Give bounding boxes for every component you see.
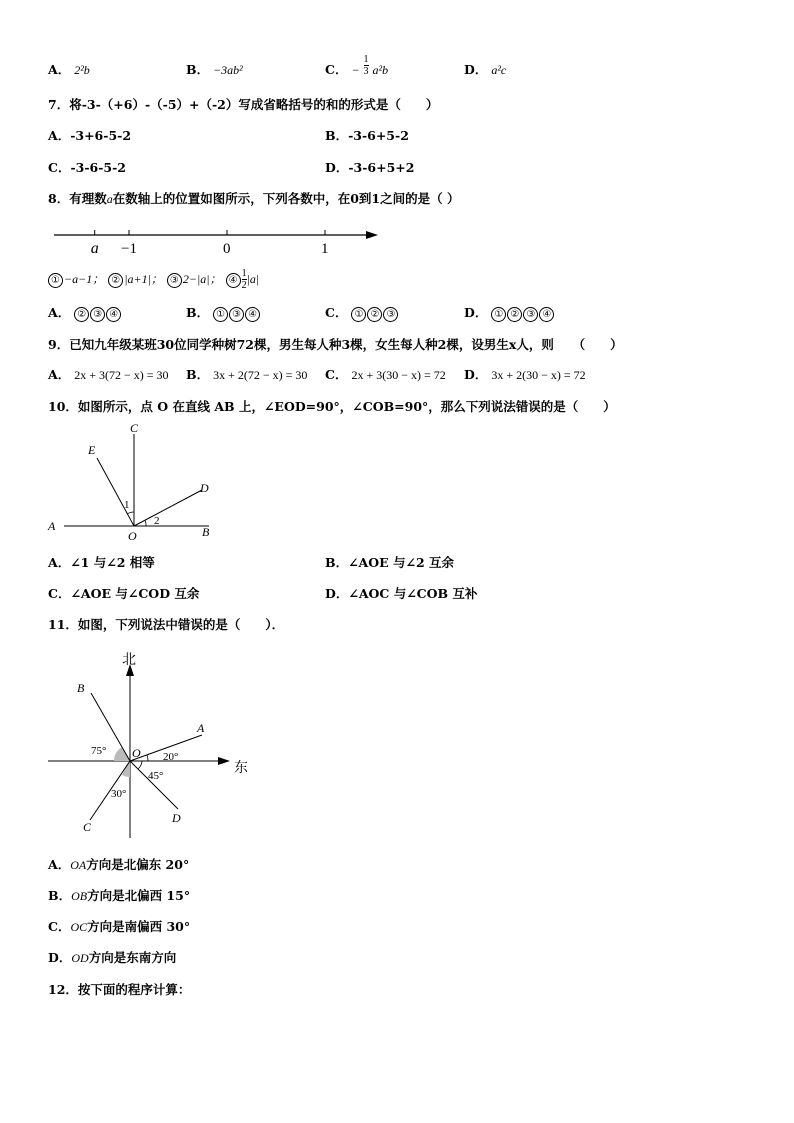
- q10-stem: 10．如图所示，点 O 在直线 AB 上，∠EOD=90°，∠COB=90°，那么下列说法错误的是（ ）: [48, 399, 616, 414]
- circled-number: ②: [367, 307, 382, 322]
- option-key: A．: [48, 857, 71, 872]
- number-line-label: 1: [321, 241, 329, 257]
- option-math: 2²b: [74, 63, 90, 77]
- label-angle-45: 45°: [148, 770, 164, 782]
- label-o: O: [132, 746, 141, 760]
- q8-stem: [48, 191, 459, 207]
- item-expression: −a−1；: [64, 272, 105, 286]
- circled-number: ①: [491, 307, 506, 322]
- ray-oe: [97, 458, 134, 526]
- circled-number: ④: [539, 307, 554, 322]
- label-d: D: [200, 481, 209, 495]
- q11-option-d[interactable]: [48, 950, 176, 966]
- option-key: B．: [186, 305, 210, 320]
- option-key: A．: [48, 305, 71, 320]
- label-e: E: [88, 443, 96, 457]
- q11-option-a[interactable]: [48, 857, 189, 873]
- circled-number-3: ③: [167, 273, 182, 288]
- q11-stem: 11．如图，下列说法中错误的是（ ）．: [48, 617, 285, 632]
- option-key: A．: [48, 62, 71, 77]
- item-expression: |a+1|；: [124, 272, 163, 286]
- option-key: C．: [325, 367, 348, 382]
- stem-text: 8．有理数: [48, 191, 107, 206]
- label-angle-1: 1: [124, 499, 130, 511]
- q10-option-d[interactable]: D．∠AOC 与∠COB 互补: [325, 586, 478, 601]
- option-text: 方向是北偏西 15°: [87, 888, 191, 903]
- number-line-label: 0: [223, 241, 231, 257]
- ray-name: OB: [71, 889, 88, 903]
- circled-number: ④: [106, 307, 121, 322]
- circled-number-4: ④: [226, 273, 241, 288]
- number-line-label: −1: [121, 241, 137, 257]
- option-equation: 3x + 2(30 − x) = 72: [491, 368, 586, 382]
- q9-stem: 9．已知九年级某班30位同学种树72棵，男生每人种3棵，女生每人种2棵，设男生x人，则 （ ）: [48, 337, 623, 352]
- label-o: O: [128, 529, 137, 543]
- compass-figure: [44, 650, 264, 840]
- circled-number: ③: [523, 307, 538, 322]
- circled-number-2: ②: [108, 273, 123, 288]
- ray-od: [130, 761, 178, 809]
- circled-number: ③: [90, 307, 105, 322]
- angle-20-arc: [147, 755, 148, 761]
- q9-option-c[interactable]: [325, 367, 446, 383]
- circled-number: ①: [213, 307, 228, 322]
- q8-option-d[interactable]: [464, 305, 555, 322]
- label-angle-2: 2: [154, 515, 160, 527]
- circled-number: ②: [74, 307, 89, 322]
- label-b: B: [77, 681, 85, 695]
- q9-option-a[interactable]: [48, 367, 168, 383]
- q10-option-c[interactable]: C．∠AOE 与∠COD 互余: [48, 586, 200, 601]
- option-key: B．: [186, 367, 210, 382]
- fraction-numerator: 1: [363, 54, 369, 65]
- ray-od: [134, 490, 202, 526]
- q11-option-b[interactable]: [48, 888, 190, 904]
- option-equation: 2x + 3(72 − x) = 30: [74, 368, 169, 382]
- q8-option-a[interactable]: [48, 305, 122, 322]
- ray-name: OD: [71, 951, 89, 965]
- q11-option-c[interactable]: [48, 919, 190, 935]
- fraction: [364, 54, 369, 77]
- q7-stem: 7．将-3-（+6）-（-5）+（-2）写成省略括号的和的形式是（ ）: [48, 97, 439, 112]
- option-key: C．: [325, 305, 348, 320]
- number-line-figure: [50, 222, 390, 260]
- option-key: D．: [464, 367, 488, 382]
- q12-stem: 12．按下面的程序计算：: [48, 982, 191, 997]
- option-key: B．: [48, 888, 72, 903]
- angle-1-arc: [127, 512, 134, 514]
- option-math: a²b: [372, 63, 389, 77]
- q7-option-b[interactable]: B．-3-6+5-2: [325, 128, 409, 143]
- label-angle-30: 30°: [111, 788, 127, 800]
- item-expression: |a|: [246, 272, 260, 286]
- label-angle-20: 20°: [163, 751, 179, 763]
- label-b: B: [202, 525, 210, 539]
- option-equation: 3x + 2(72 − x) = 30: [213, 368, 308, 382]
- q10-option-b[interactable]: B．∠AOE 与∠2 互余: [325, 555, 455, 570]
- q8-option-c[interactable]: [325, 305, 399, 322]
- q7-option-c[interactable]: C．-3-6-5-2: [48, 160, 126, 175]
- q6-option-c[interactable]: [325, 54, 388, 86]
- option-text: 方向是东南方向: [88, 950, 177, 965]
- option-math: a²c: [491, 63, 507, 77]
- fraction-denominator: 2: [241, 280, 247, 291]
- label-north: 北: [122, 652, 136, 668]
- option-equation: 2x + 3(30 − x) = 72: [351, 368, 446, 382]
- angle-75-shade: [114, 747, 130, 761]
- q9-option-b[interactable]: [186, 367, 307, 383]
- angle-2-arc: [145, 520, 146, 526]
- label-d: D: [172, 811, 181, 825]
- fraction-numerator: 1: [241, 268, 247, 279]
- q8-option-b[interactable]: [186, 305, 261, 322]
- q6-option-a[interactable]: [48, 62, 90, 78]
- option-key: D．: [464, 305, 488, 320]
- q7-option-a[interactable]: A．-3+6-5-2: [48, 128, 132, 143]
- label-c: C: [83, 820, 92, 834]
- option-key: A．: [48, 367, 71, 382]
- item-expression: 2−|a|；: [182, 272, 222, 286]
- label-c: C: [130, 421, 139, 435]
- number-line-label: a: [90, 240, 99, 257]
- option-key: C．: [48, 919, 71, 934]
- label-a: A: [48, 519, 56, 533]
- east-arrow-icon: [218, 757, 230, 765]
- option-key: B．: [186, 62, 210, 77]
- q9-option-d[interactable]: [464, 367, 586, 383]
- angle-45-arc: [138, 761, 142, 769]
- q8-items: [48, 268, 259, 298]
- angle-figure: [44, 420, 224, 545]
- option-key: C．: [325, 62, 348, 77]
- circled-number: ②: [507, 307, 522, 322]
- option-key: D．: [48, 950, 72, 965]
- circled-number-1: ①: [48, 273, 63, 288]
- option-text: 方向是北偏东 20°: [86, 857, 190, 872]
- label-a: A: [197, 721, 205, 735]
- arrow-head-icon: [366, 231, 378, 239]
- q6-option-b[interactable]: [186, 62, 243, 78]
- option-math-prefix: −: [351, 63, 360, 77]
- stem-text: 在数轴上的位置如图所示，下列各数中，在0到1之间的是（ ）: [112, 191, 460, 206]
- label-angle-75: 75°: [91, 745, 107, 757]
- circled-number: ④: [245, 307, 260, 322]
- option-key: D．: [464, 62, 488, 77]
- ray-name: OC: [70, 920, 88, 934]
- circled-number: ③: [229, 307, 244, 322]
- option-text: 方向是南偏西 30°: [87, 919, 191, 934]
- circled-number: ①: [351, 307, 366, 322]
- circled-number: ③: [383, 307, 398, 322]
- option-math: −3ab²: [213, 63, 243, 77]
- fraction-denominator: 3: [363, 66, 369, 77]
- label-east: 东: [234, 760, 248, 776]
- q10-option-a[interactable]: A．∠1 与∠2 相等: [48, 555, 155, 570]
- q6-option-d[interactable]: [464, 62, 506, 78]
- ray-name: OA: [70, 858, 87, 872]
- q7-option-d[interactable]: D．-3-6+5+2: [325, 160, 415, 175]
- stem-variable: a: [106, 192, 113, 206]
